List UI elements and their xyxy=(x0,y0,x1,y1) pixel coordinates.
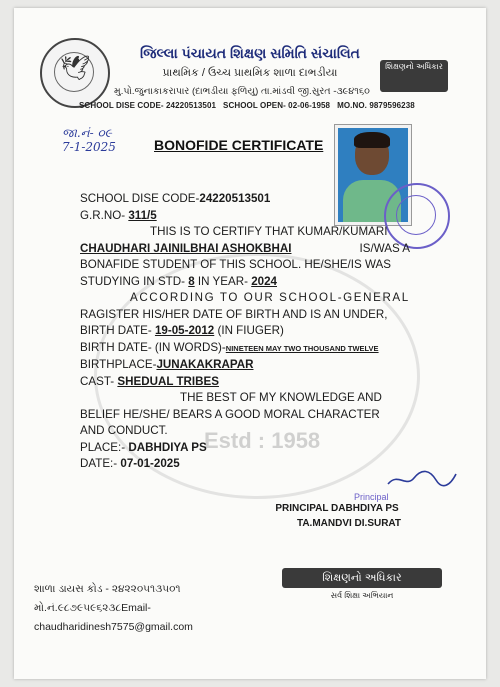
certificate-body xyxy=(80,191,410,473)
principal-signature xyxy=(384,466,460,490)
cast-line xyxy=(80,374,410,391)
year-label: IN YEAR- xyxy=(197,274,248,288)
rte-footer-banner-text: શિક્ષણનો અધિકાર xyxy=(282,568,442,588)
rte-footer-banner xyxy=(282,560,442,608)
std-value: 8 xyxy=(188,274,195,288)
according-line: ACCORDING TO OUR SCHOOL-GENERAL xyxy=(130,291,410,304)
handwritten-date: 7-1-2025 xyxy=(62,140,116,154)
dob-line xyxy=(80,323,410,340)
dise-label: SCHOOL DISE CODE- xyxy=(80,192,200,205)
header-line-2: પ્રાથમિક / ઉચ્ચ પ્રાથમિક શાળા દાભડીયા xyxy=(162,67,338,79)
date-label: DATE:- xyxy=(80,457,118,470)
studying-label: STUDYING IN STD- xyxy=(80,274,185,288)
place-label: PLACE:- xyxy=(80,440,126,454)
header-codes xyxy=(79,101,415,110)
rte-badge-text: શિક્ષણનો અધિકાર xyxy=(385,62,443,71)
place-line xyxy=(80,440,410,457)
dob-words-value: NINETEEN MAY TWO THOUSAND TWELVE xyxy=(225,343,379,353)
photo-hair xyxy=(354,132,390,148)
gr-line xyxy=(80,208,410,225)
name-line xyxy=(80,241,410,258)
dise-value: 24220513501 xyxy=(199,192,271,205)
bird-icon: 🕊 xyxy=(60,55,91,82)
school-mobile: MO.NO. 9879596238 xyxy=(337,101,415,110)
dob-words-label: BIRTH DATE- (IN WORDS)- xyxy=(80,340,226,354)
handwritten-outward-no: જા.નં- ૦૯ xyxy=(62,126,112,140)
footer-email: chaudharidinesh7575@gmail.com xyxy=(34,621,193,633)
belief-line: BELIEF HE/SHE/ BEARS A GOOD MORAL CHARACTER xyxy=(80,407,380,421)
dob-label: BIRTH DATE- xyxy=(80,324,152,337)
register-line: RAGISTER HIS/HER DATE OF BIRTH AND IS AN UNDER, xyxy=(80,307,388,321)
certify-text: THIS IS TO CERTIFY THAT KUMAR/KUMARI xyxy=(150,225,388,238)
principal-title: PRINCIPAL DABHDIYA PS xyxy=(275,503,399,514)
dise-line xyxy=(80,191,410,208)
year-value: 2024 xyxy=(251,274,277,288)
birthplace-value: JUNAKAKRAPAR xyxy=(156,358,254,371)
rte-footer-banner-sub: સર્વ શિક્ષા અભિયાન xyxy=(330,591,394,600)
watermark-estd: Estd : 1958 xyxy=(204,428,321,453)
bonafide-line: BONAFIDE STUDENT OF THIS SCHOOL. HE/SHE/IS WAS xyxy=(80,258,391,271)
dob-words-line xyxy=(80,340,410,358)
place-value: DABHDIYA PS xyxy=(128,440,207,454)
certify-line xyxy=(80,224,410,241)
certificate-page xyxy=(14,8,486,679)
studying-line xyxy=(80,274,410,291)
cast-value: SHEDUAL TRIBES xyxy=(117,374,219,388)
cast-label: CAST- xyxy=(80,374,115,388)
certificate-title: BONOFIDE CERTIFICATE xyxy=(154,137,324,153)
principal-taluka: TA.MANDVI DI.SURAT xyxy=(296,518,402,529)
gr-value: 311/5 xyxy=(128,208,157,222)
header-address: મુ.પો.જુનાકાકરાપાર (દાભડીયા ફળિયુ) તા.માંડવી જી.સુરત -૩૯૪૧૬૦ xyxy=(114,86,370,97)
header-line-1: જિલ્લા પંચાયત શિક્ષણ સમિતિ સંચાલિત xyxy=(140,45,360,61)
best-line: THE BEST OF MY KNOWLEDGE AND xyxy=(180,391,382,404)
date-line xyxy=(80,456,410,473)
school-dise-code: SCHOOL DISE CODE- 24220513501 xyxy=(79,101,217,110)
footer-contact xyxy=(34,580,193,637)
dob-suffix: (IN FIUGER) xyxy=(217,324,284,337)
birthplace-label: BIRTHPLACE- xyxy=(80,358,157,371)
date-value: 07-01-2025 xyxy=(120,457,180,470)
footer-dise: શાળા ડાયસ કોડ - ૨૪૨૨૦૫૧૩૫૦૧ xyxy=(34,583,181,595)
dob-value: 19-05-2012 xyxy=(154,324,215,337)
rte-badge xyxy=(380,60,448,92)
footer-mobile: મો.નં.૯૮૭૯૫૯૬૨૩૮Email- xyxy=(34,602,151,614)
school-open-date: SCHOOL OPEN- 02-06-1958 xyxy=(223,101,331,110)
conduct-line: AND CONDUCT. xyxy=(80,424,168,437)
is-was: IS/WAS A xyxy=(359,241,410,255)
birthplace-line xyxy=(80,357,410,374)
principal-stamp-overlay: Principal xyxy=(354,492,389,502)
student-name: CHAUDHARI JAINILBHAI ASHOKBHAI xyxy=(80,241,292,255)
gr-label: G.R.NO- xyxy=(80,208,126,222)
